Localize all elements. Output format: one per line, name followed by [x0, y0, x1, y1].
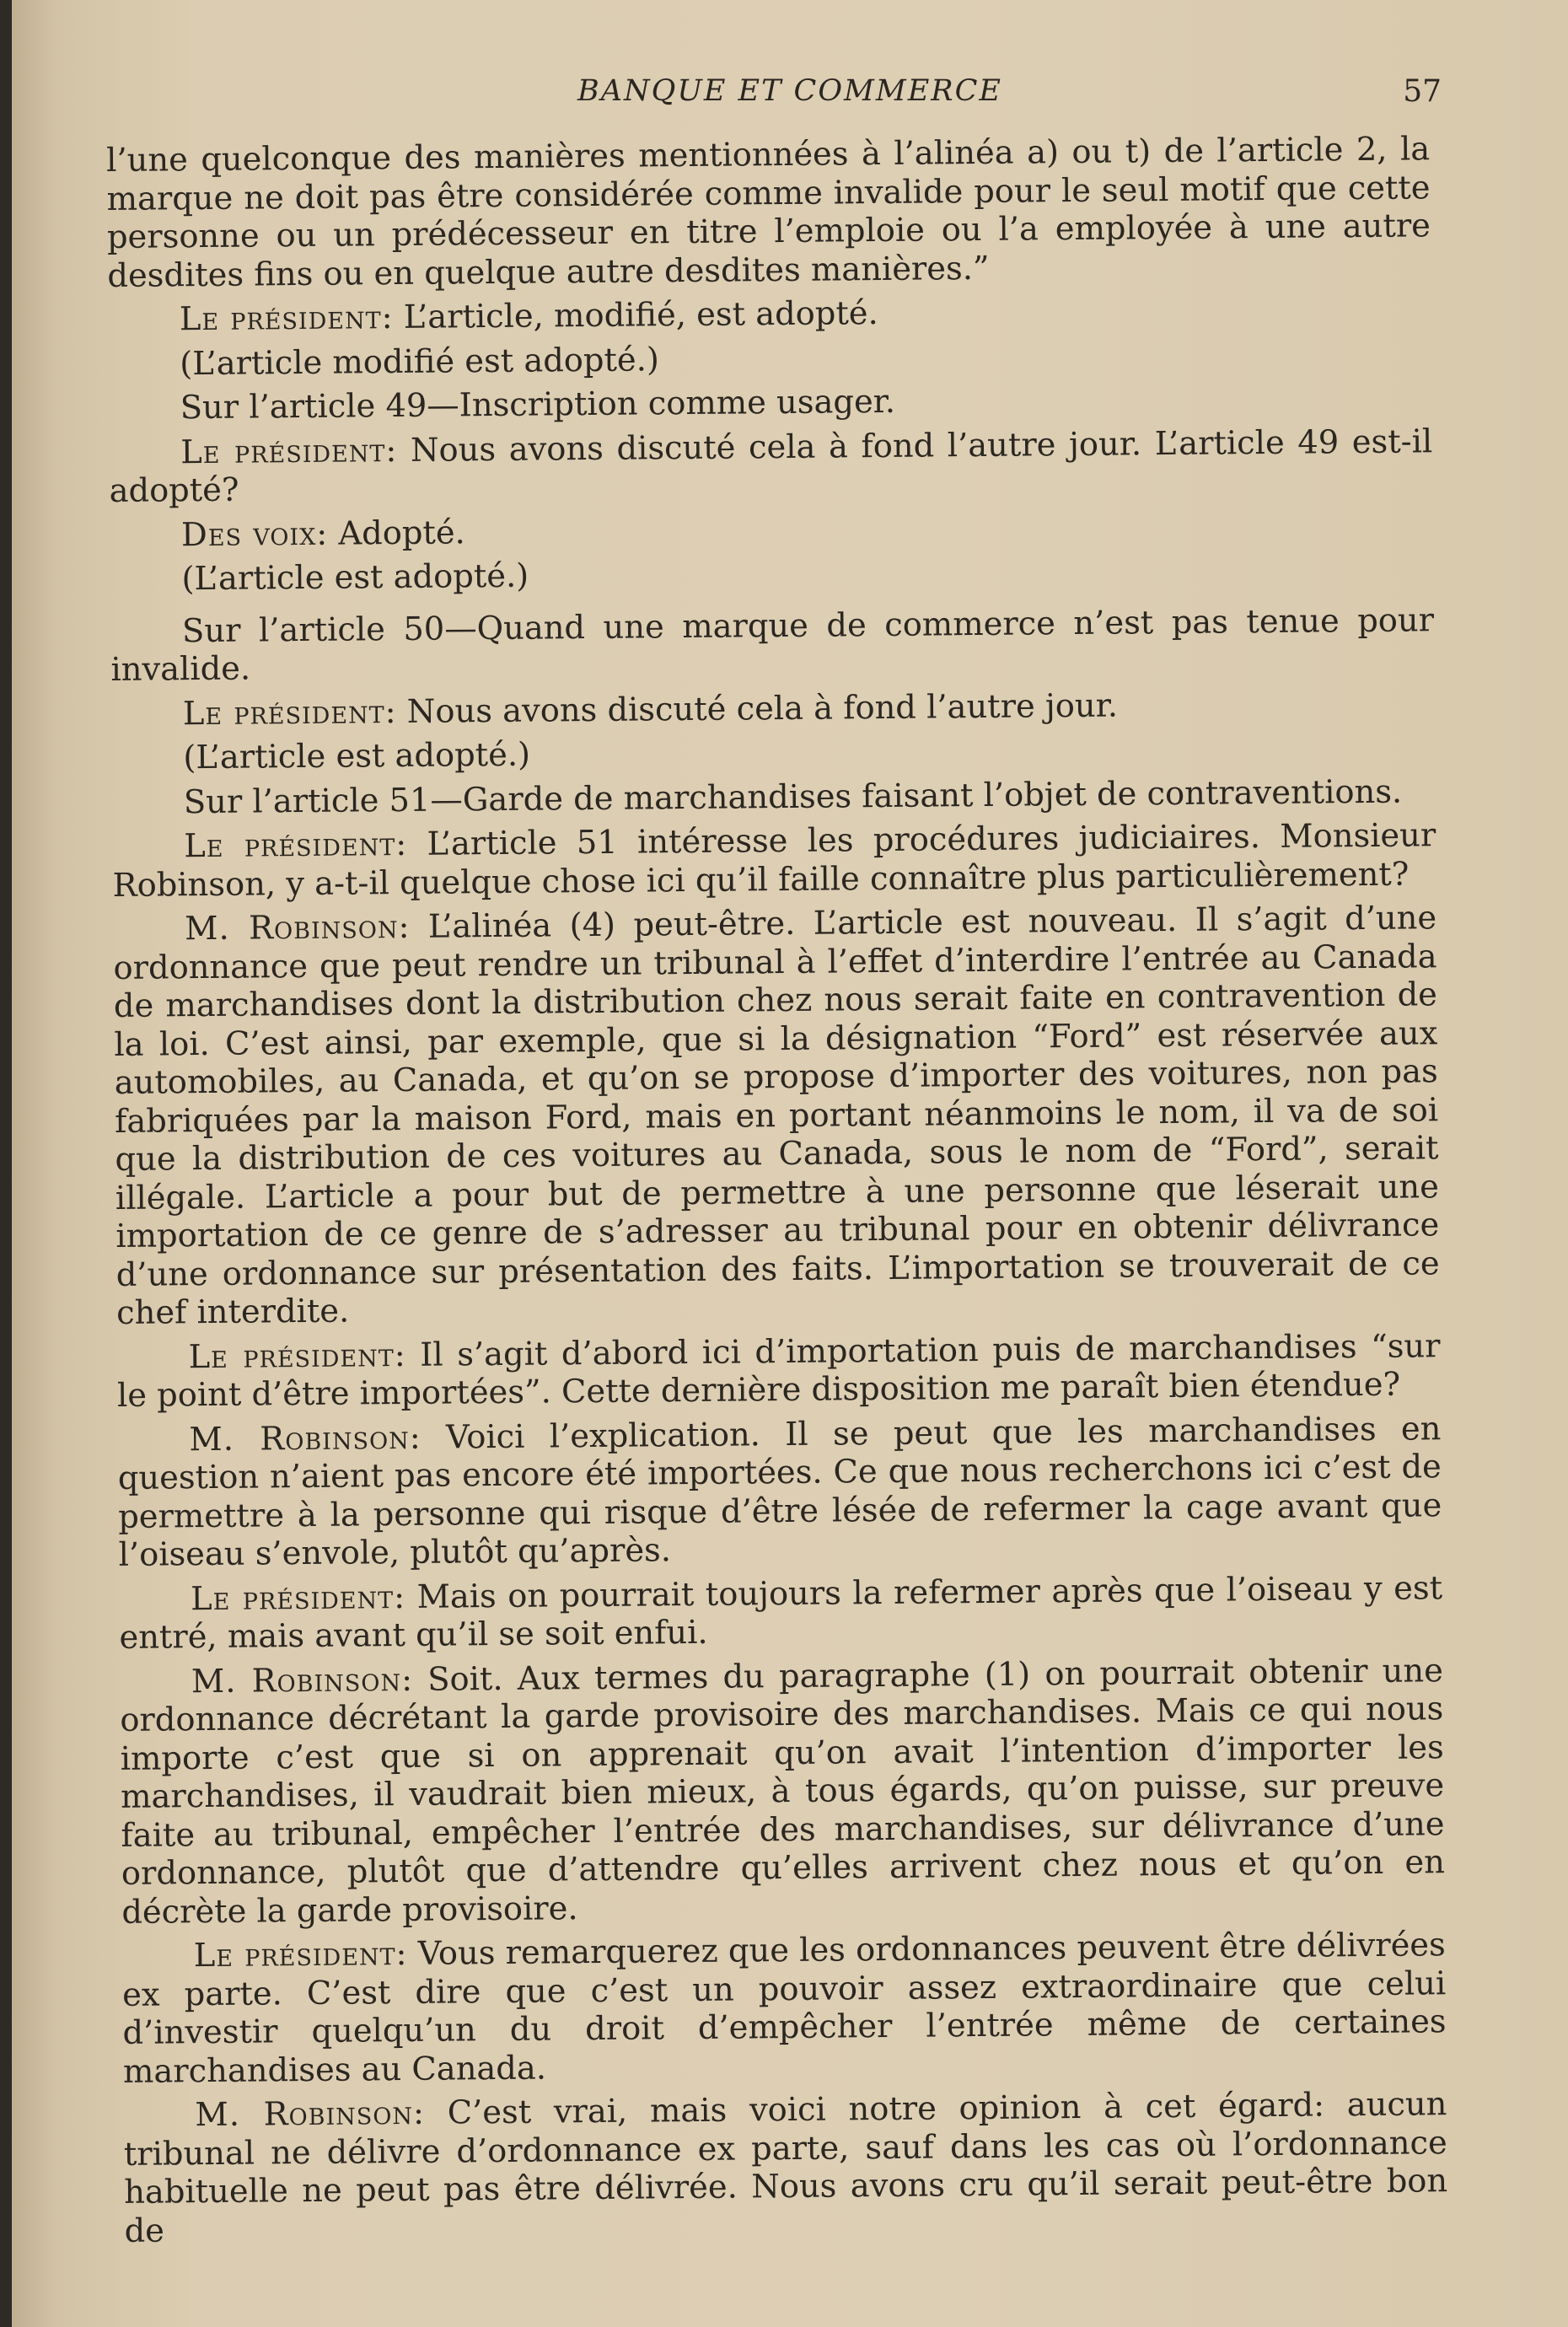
- paragraph-text: L’alinéa (4) peut-être. L’article est nouveau. Il s’agit d’une ordonnance que peut rendre un tribunal à l’effet d’interdire l’entrée au Canada de marchandises dont la distribution chez nous serait faite en contravention de la loi. C’est ainsi, par exemple, que si la désignation “Ford” est réservée aux automobiles, au Canada, et qu’on se propose d’importer des voitures, non pas fabriquées par la maison Ford, mais en portant néanmoins le nom, il va de soi que la distribution de ces voitures au Canada, sous le nom de “Ford”, serait illégale. L’article a pour but de permettre à une personne que léserait une importation de ce genre de s’adresser au tribunal pour en obtenir délivrance d’une ordonnance sur présentation des faits. L’importation se trouverait de ce chef interdite.: [113, 899, 1440, 1332]
- paragraph: [109, 422, 1433, 511]
- paragraph-text: Sur l’article 51—Garde de marchandises faisant l’objet de contraventions.: [183, 772, 1403, 821]
- paragraph-text: Sur l’article 49—Inscription comme usager.: [180, 382, 896, 427]
- speaker-label: Le président:: [179, 298, 394, 339]
- paragraph-text: Adopté.: [328, 513, 465, 553]
- paragraph-text: Sur l’article 50—Quand une marque de commerce n’est pas tenue pour invalide.: [110, 600, 1435, 689]
- paragraph-text: Mais on pourrait toujours la refermer après que l’oiseau y est entré, mais avant qu’il se soit enfui.: [119, 1568, 1443, 1657]
- paragraph-text: Voici l’explication. Il se peut que les marchandises en question n’aient pas encore été importées. Ce que nous recherchons ici c’est de permettre à la personne qui risque d’être lésée de refermer la cage avant que l’oiseau s’envole, plutôt qu’après.: [117, 1409, 1442, 1574]
- paragraph-text: L’article 51 intéresse les procédures judiciaires. Monsieur Robinson, y a-t-il quelque chose ici qu’il faille connaître plus particulièrement?: [112, 816, 1436, 905]
- paragraph-text: l’une quelconque des manières mentionnées à l’alinéa a) ou t) de l’article 2, la marque ne doit pas être considérée comme invalide pour le seul motif que cette personne ou un prédécesseur en titre l’emploie ou l’a employée à une autre desdites fins ou en quelque autre desdites manières.”: [106, 130, 1431, 295]
- body-text: [106, 130, 1448, 2256]
- page-header: [105, 74, 1475, 125]
- paragraph-text: Vous remarquerez que les ordonnances peuvent être délivrées ex parte. C’est dire que c’est un pouvoir assez extraordinaire que celui d’investir quelqu’un du droit d’empêcher l’entrée même de certaines marchandises au Canada.: [121, 1926, 1447, 2091]
- speaker-label: Le président:: [190, 1577, 406, 1618]
- paragraph: [113, 899, 1440, 1332]
- speaker-label: Le président:: [193, 1934, 408, 1975]
- paragraph: [122, 1926, 1447, 2091]
- speaker-label: Des voix:: [180, 514, 329, 554]
- speaker-label: M. Robinson:: [189, 1418, 422, 1459]
- speaker-label: Le président:: [188, 1335, 406, 1376]
- paragraph: [108, 289, 1431, 339]
- paragraph: [120, 1652, 1446, 1932]
- paragraph: [106, 130, 1431, 295]
- running-title: BANQUE ET COMMERCE: [577, 74, 1002, 108]
- paragraph: [112, 772, 1436, 822]
- paragraph: [110, 549, 1433, 599]
- speaker-label: Le président:: [182, 692, 397, 733]
- document-page: [12, 0, 1568, 2327]
- paragraph: [111, 684, 1435, 734]
- speaker-label: M. Robinson:: [195, 2093, 426, 2135]
- paragraph-text: (L’article modifié est adopté.): [180, 340, 660, 383]
- paragraph-text: Il s’agit d’abord ici d’importation puis de marchandises “sur le point d’être importées”. Cette dernière disposition me paraît bien étendue?: [116, 1326, 1441, 1415]
- paragraph-text: C’est vrai, mais voici notre opinion à cet égard: aucun tribunal ne délivre d’ordonnance ex parte, sauf dans les cas où l’ordonnance habituelle ne peut pas être délivrée. Nous avons cru qu’il serait peut-être bon de: [123, 2085, 1448, 2250]
- paragraph: [112, 816, 1436, 905]
- paragraph: [116, 1327, 1441, 1416]
- paragraph-text: Soit. Aux termes du paragraphe (1) on pourrait obtenir une ordonnance décrétant la garde provisoire des marchandises. Mais ce qui nous importe c’est que si on apprenait qu’on avait l’intention d’importer les marchandises, il vaudrait bien mieux, à tous égards, qu’on puisse, sur preuve faite au tribunal, empêcher l’entrée des marchandises, sur délivrance d’une ordonnance, plutôt que d’attendre qu’elles arrivent chez nous et qu’on en décrète la garde provisoire.: [120, 1651, 1446, 1932]
- page-number: 57: [1403, 74, 1442, 109]
- paragraph-text: Nous avons discuté cela à fond l’autre jour.: [396, 686, 1119, 731]
- paragraph: [109, 378, 1432, 427]
- speaker-label: Le président:: [180, 431, 398, 471]
- paragraph: [119, 1569, 1443, 1658]
- paragraph: [110, 505, 1433, 555]
- speaker-label: M. Robinson:: [184, 907, 411, 949]
- paragraph: [111, 728, 1435, 777]
- paragraph: [117, 1410, 1442, 1575]
- paragraph: [108, 334, 1431, 384]
- paragraph-text: Nous avons discuté cela à fond l’autre jour. L’article 49 est-il adopté?: [109, 422, 1433, 510]
- paragraph-text: L’article, modifié, est adopté.: [393, 294, 878, 337]
- speaker-label: Le président:: [184, 825, 408, 866]
- paragraph: [110, 601, 1435, 690]
- paragraph: [123, 2085, 1448, 2250]
- speaker-label: M. Robinson:: [191, 1660, 414, 1701]
- paragraph-text: (L’article est adopté.): [181, 556, 529, 599]
- paragraph-text: (L’article est adopté.): [183, 735, 531, 777]
